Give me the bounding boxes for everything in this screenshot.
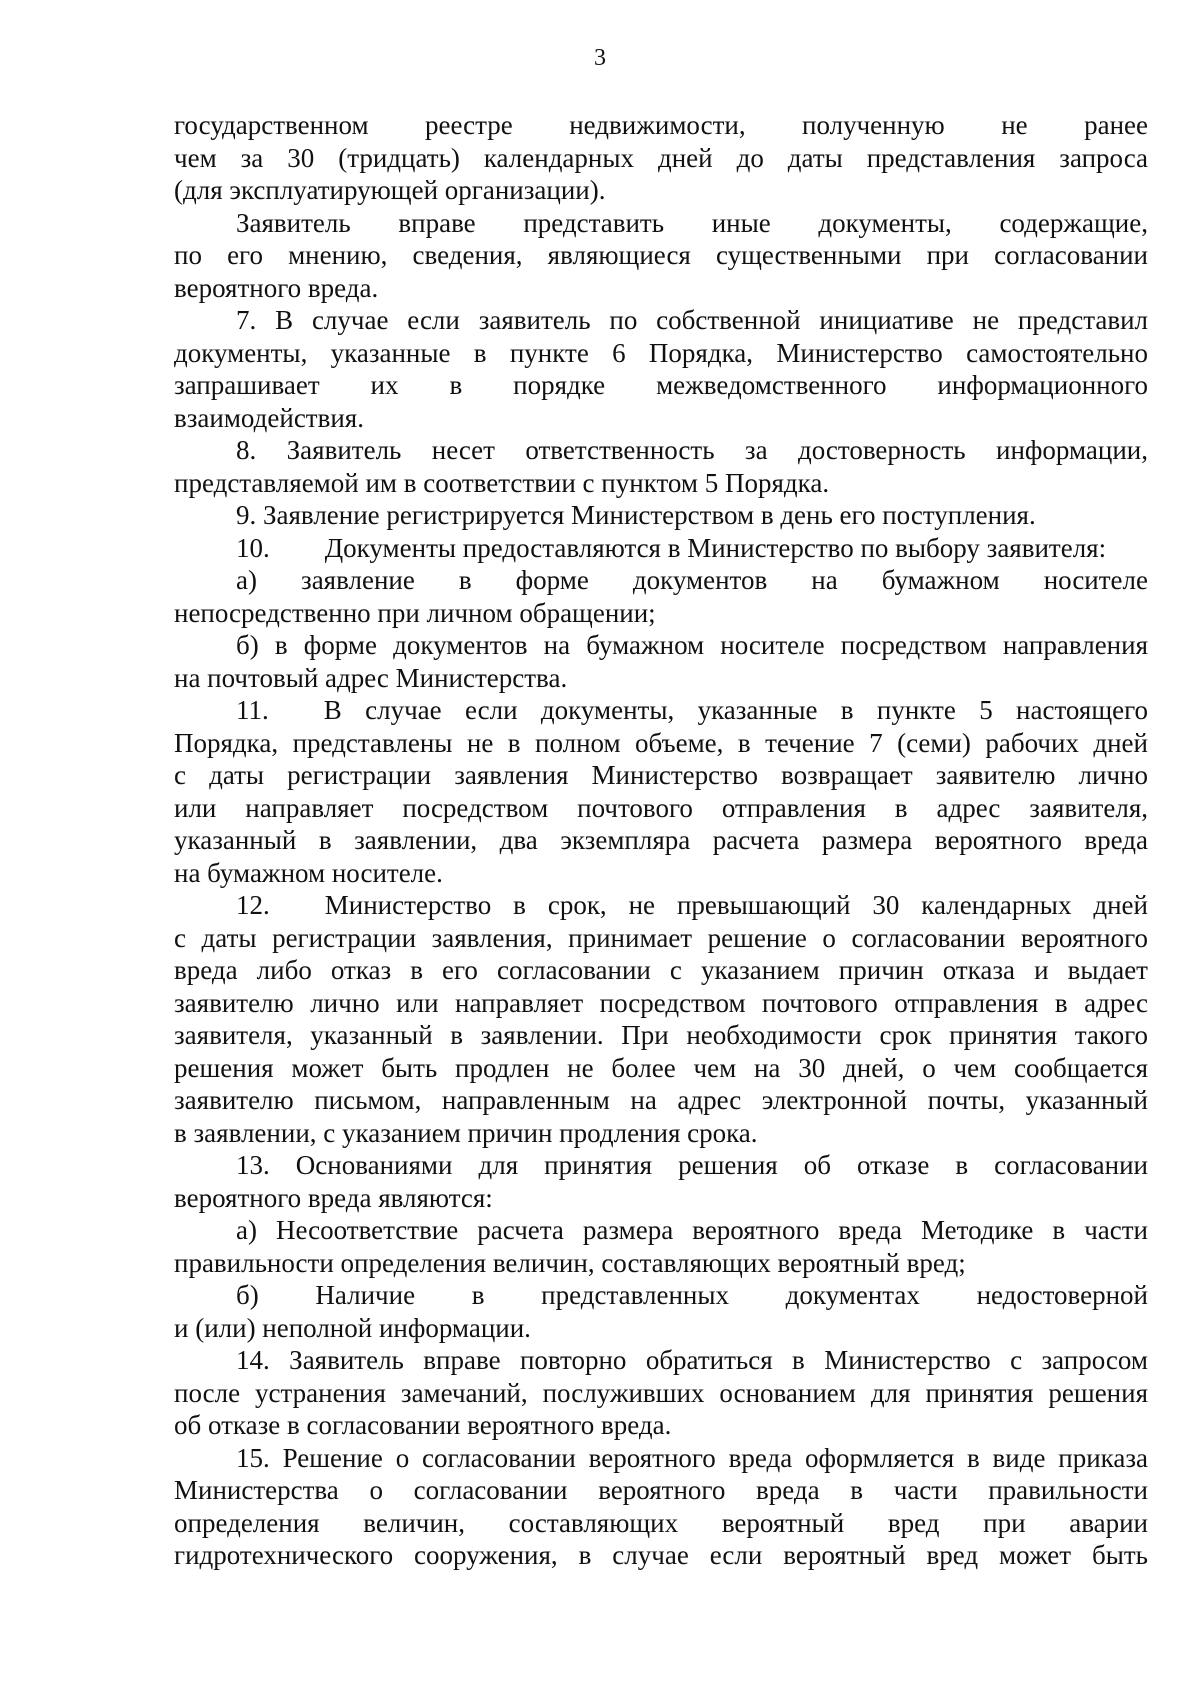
paragraph bbox=[174, 564, 1148, 629]
text-line: взаимодействия. bbox=[174, 402, 364, 433]
text-line: об отказе в согласовании вероятного вреда. bbox=[174, 1410, 672, 1440]
text-line: заявителя, указанный в заявлении. При необходимости срок принятия такого bbox=[174, 1020, 1148, 1050]
text-line: по его мнению, сведения, являющиеся существенными при согласовании bbox=[174, 240, 1148, 270]
text-line bbox=[174, 889, 1148, 922]
paragraph bbox=[174, 207, 1148, 305]
text-line: 8. Заявитель несет ответственность за достоверность информации, bbox=[236, 435, 1148, 465]
text-line: вреда либо отказ в его согласовании с указанием причин отказа и выдает bbox=[174, 955, 1148, 985]
text-line: определения величин, составляющих вероятный вред при аварии bbox=[174, 1507, 1148, 1538]
paragraph bbox=[174, 434, 1148, 499]
text-line: непосредственно при личном обращении; bbox=[174, 597, 656, 628]
text-line: на почтовый адрес Министерства. bbox=[174, 662, 568, 693]
text-line: б) Наличие в представленных документах недостоверной bbox=[236, 1280, 1148, 1310]
paragraph bbox=[174, 694, 1148, 889]
text-line: после устранения замечаний, послуживших основанием для принятия решения bbox=[174, 1377, 1148, 1408]
paragraph bbox=[174, 1149, 1148, 1214]
text-line: б) в форме документов на бумажном носителе посредством направления bbox=[236, 630, 1148, 660]
item-number: 12. bbox=[236, 890, 270, 920]
paragraph bbox=[174, 499, 1148, 532]
text-line: Заявитель вправе представить иные документы, содержащие, bbox=[236, 207, 1148, 238]
text-line: 14. Заявитель вправе повторно обратиться в Министерство с запросом bbox=[236, 1345, 1148, 1375]
text-line: 13. Основаниями для принятия решения об отказе в согласовании bbox=[236, 1150, 1148, 1180]
text-line: 7. В случае если заявитель по собственной инициативе не представил bbox=[236, 305, 1148, 335]
text-line: Порядка, представлены не в полном объеме, в течение 7 (семи) рабочих дней bbox=[174, 727, 1148, 758]
text-line: правильности определения величин, составляющих вероятный вред; bbox=[174, 1247, 966, 1278]
paragraph bbox=[174, 304, 1148, 434]
text-line bbox=[174, 532, 1148, 565]
document-body bbox=[174, 109, 1148, 1572]
paragraph bbox=[174, 532, 1148, 565]
item-text: В случае если документы, указанные в пункте 5 настоящего bbox=[323, 695, 1148, 725]
text-line: или направляет посредством почтового отправления в адрес заявителя, bbox=[174, 792, 1148, 823]
text-line: 9. Заявление регистрируется Министерством в день его поступления. bbox=[236, 500, 1036, 530]
text-line: государственном реестре недвижимости, полученную не ранее bbox=[174, 110, 1148, 140]
paragraph bbox=[174, 1279, 1148, 1344]
text-line: в заявлении, с указанием причин продления срока. bbox=[174, 1117, 758, 1148]
text-line: на бумажном носителе. bbox=[174, 857, 443, 888]
paragraph bbox=[174, 1442, 1148, 1572]
text-line: с даты регистрации заявления Министерство возвращает заявителю лично bbox=[174, 760, 1148, 790]
text-line: а) Несоответствие расчета размера вероятного вреда Методике в части bbox=[236, 1215, 1148, 1245]
paragraph bbox=[174, 1344, 1148, 1442]
paragraph bbox=[174, 109, 1148, 207]
paragraph bbox=[174, 889, 1148, 1149]
item-text: Министерство в срок, не превышающий 30 календарных дней bbox=[324, 890, 1148, 920]
item-number: 11. bbox=[236, 695, 269, 725]
text-line: вероятного вреда являются: bbox=[174, 1182, 493, 1213]
text-line: вероятного вреда. bbox=[174, 272, 379, 303]
text-line: Министерства о согласовании вероятного вреда в части правильности bbox=[174, 1475, 1148, 1505]
text-line: документы, указанные в пункте 6 Порядка, Министерство самостоятельно bbox=[174, 337, 1148, 368]
page-number: 3 bbox=[594, 45, 606, 71]
item-text: Документы предоставляются в Министерство по выбору заявителя: bbox=[324, 532, 1107, 563]
text-line: запрашивает их в порядке межведомственного информационного bbox=[174, 370, 1148, 400]
text-line: представляемой им в соответствии с пунктом 5 Порядка. bbox=[174, 467, 830, 498]
text-line bbox=[174, 694, 1148, 727]
text-line: решения может быть продлен не более чем на 30 дней, о чем сообщается bbox=[174, 1052, 1148, 1083]
text-line: заявителю письмом, направленным на адрес электронной почты, указанный bbox=[174, 1085, 1148, 1115]
text-line: и (или) неполной информации. bbox=[174, 1312, 531, 1343]
text-line: с даты регистрации заявления, принимает решение о согласовании вероятного bbox=[174, 922, 1148, 953]
text-line: а) заявление в форме документов на бумажном носителе bbox=[236, 565, 1148, 595]
paragraph bbox=[174, 629, 1148, 694]
text-line: указанный в заявлении, два экземпляра расчета размера вероятного вреда bbox=[174, 825, 1148, 855]
text-line: заявителю лично или направляет посредством почтового отправления в адрес bbox=[174, 987, 1148, 1018]
text-line: гидротехнического сооружения, в случае если вероятный вред может быть bbox=[174, 1540, 1148, 1570]
text-line: чем за 30 (тридцать) календарных дней до даты представления запроса bbox=[174, 142, 1148, 173]
text-line: (для эксплуатирующей организации). bbox=[174, 175, 606, 205]
text-line: 15. Решение о согласовании вероятного вреда оформляется в виде приказа bbox=[236, 1442, 1148, 1473]
item-number: 10. bbox=[236, 532, 270, 563]
paragraph bbox=[174, 1214, 1148, 1279]
